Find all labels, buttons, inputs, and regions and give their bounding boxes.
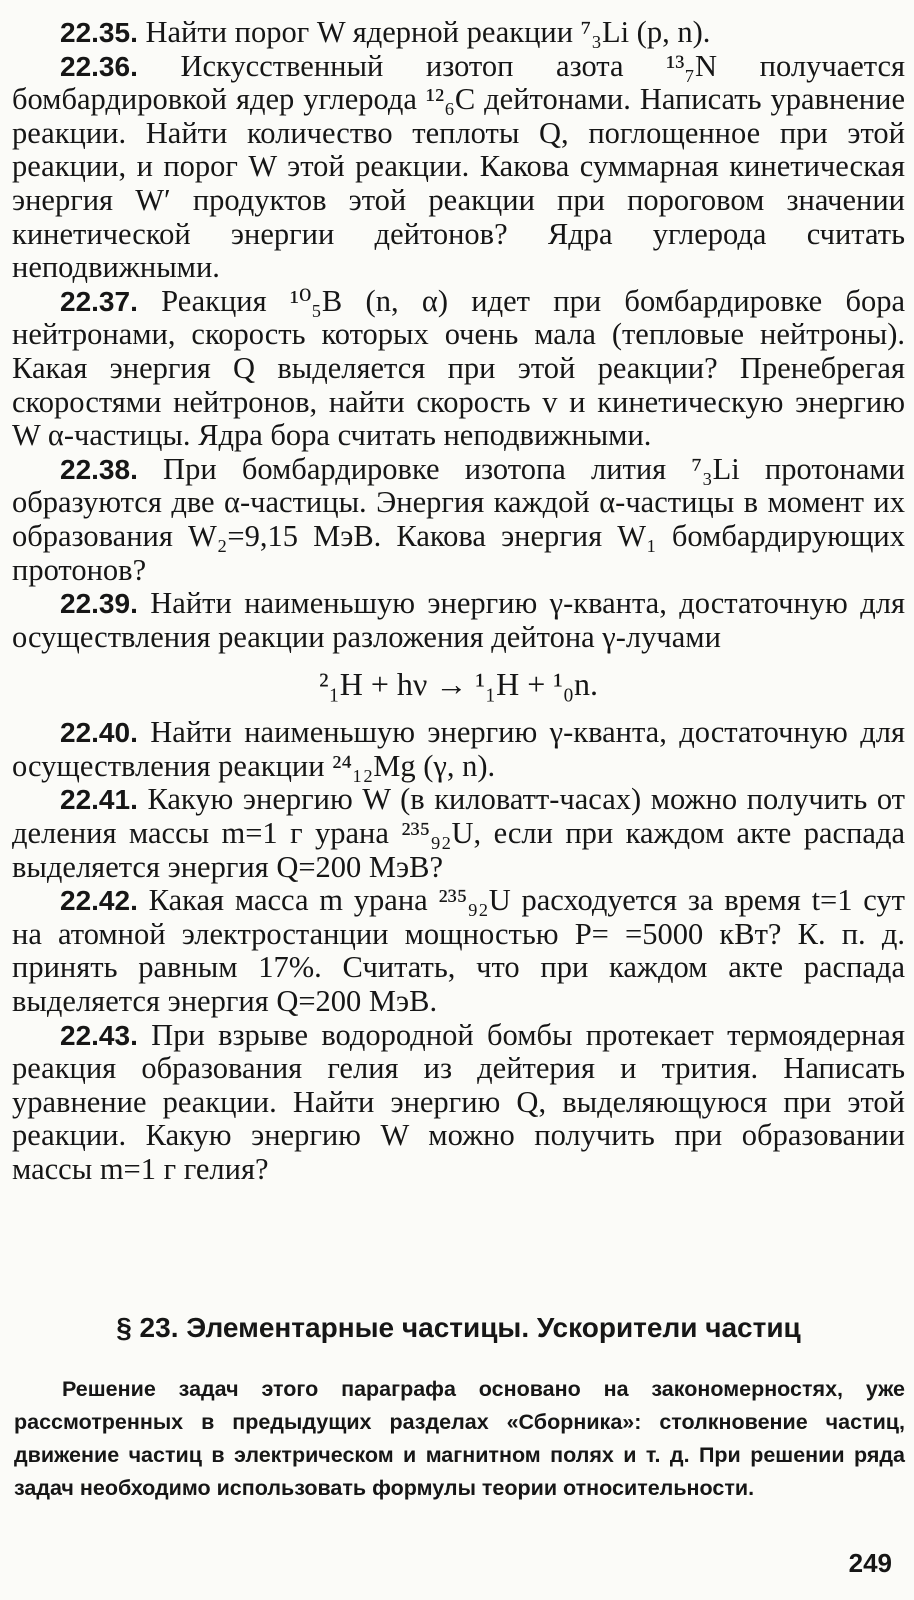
problem-22-39 <box>12 587 905 654</box>
problem-number: 22.40. <box>60 717 138 749</box>
problem-number: 22.38. <box>60 453 138 485</box>
problem-number: 22.41. <box>60 784 138 816</box>
problem-number: 22.39. <box>60 588 138 620</box>
problem-number: 22.36. <box>60 50 138 82</box>
page-number: 249 <box>848 1548 892 1578</box>
problem-number: 22.42. <box>60 885 138 917</box>
problem-text: Найти наименьшую энергию γ-кванта, достаточную для осуществления реакции ²⁴₁₂Mg (γ, n). <box>12 715 906 783</box>
problem-text: При бомбардировке изотопа лития ⁷₃Li протонами образуются две α-частицы. Энергия каждой α-частицы в момент их образования W₂=9,15 МэВ. Какова энергия W₁ бомбардирующих протонов? <box>12 451 906 587</box>
section-title: § 23. Элементарные частицы. Ускорители частиц <box>116 1312 801 1343</box>
problem-number: 22.37. <box>60 285 138 317</box>
problem-text: Какую энергию W (в киловатт-часах) можно получить от деления массы m=1 г урана ²³⁵₉₂U, если при каждом акте распада выделяется энергия Q=200 МэВ? <box>12 782 905 884</box>
problem-text: Найти наименьшую энергию γ-кванта, достаточную для осуществления реакции разложения дейтона γ-лучами <box>12 586 906 654</box>
problem-text: Реакция ¹⁰₅B (n, α) идет при бомбардировке бора нейтронами, скорость которых очень мала (тепловые нейтроны). Какая энергия Q выделяется при этой реакции? Пренебрегая скоростями нейтронов, найти скорость v и кинетическую энергию W α-частицы. Ядра бора считать неподвижными. <box>12 283 905 453</box>
problem-22-36 <box>12 50 905 285</box>
problem-number: 22.43. <box>60 1019 138 1051</box>
problem-22-37 <box>12 285 905 453</box>
problem-list <box>12 16 905 1187</box>
problem-text: Искусственный изотоп азота ¹³₇N получается бомбардировкой ядер углерода ¹²₆C дейтонами. Написать уравнение реакции. Найти количество теплоты Q, поглощенное при этой реакции, и порог W этой реакции. Какова суммарная кинетическая энергия W′ продуктов этой реакции при пороговом значении кинетической энергии дейтонов? Ядра углерода считать неподвижными. <box>12 48 906 285</box>
problem-text: Найти порог W ядерной реакции ⁷₃Li (p, n). <box>145 15 711 49</box>
problem-22-42 <box>12 884 905 1018</box>
problem-number: 22.35. <box>60 17 138 48</box>
reaction-formula: ²₁H + hν → ¹₁H + ¹₀n. <box>318 666 599 703</box>
problem-22-41 <box>12 783 905 884</box>
problem-22-35 <box>12 16 905 50</box>
problem-22-38 <box>12 453 905 587</box>
problem-text: Какая масса m урана ²³⁵₉₂U расходуется за время t=1 сут на атомной электростанции мощностью P= =5000 кВт? К. п. д. принять равным 17%. Считать, что при каждом акте распада выделяется энергия Q=200 МэВ. <box>12 883 906 1019</box>
problem-22-43 <box>12 1019 905 1187</box>
problem-text: При взрыве водородной бомбы протекает термоядерная реакция образования гелия из дейтерия и трития. Написать уравнение реакции. Найти энергию Q, выделяющуюся при этой реакции. Какую энергию W можно получить при образовании массы m=1 г гелия? <box>12 1017 906 1186</box>
problem-22-40 <box>12 716 905 783</box>
section-intro: Решение задач этого параграфа основано на закономерностях, уже рассмотренных в предыдущих разделах «Сборника»: столкновение частиц, движение частиц в электрическом и магнитном полях и т. д. При решении ряда задач необходимо использовать формулы теории относительности. <box>14 1377 905 1500</box>
